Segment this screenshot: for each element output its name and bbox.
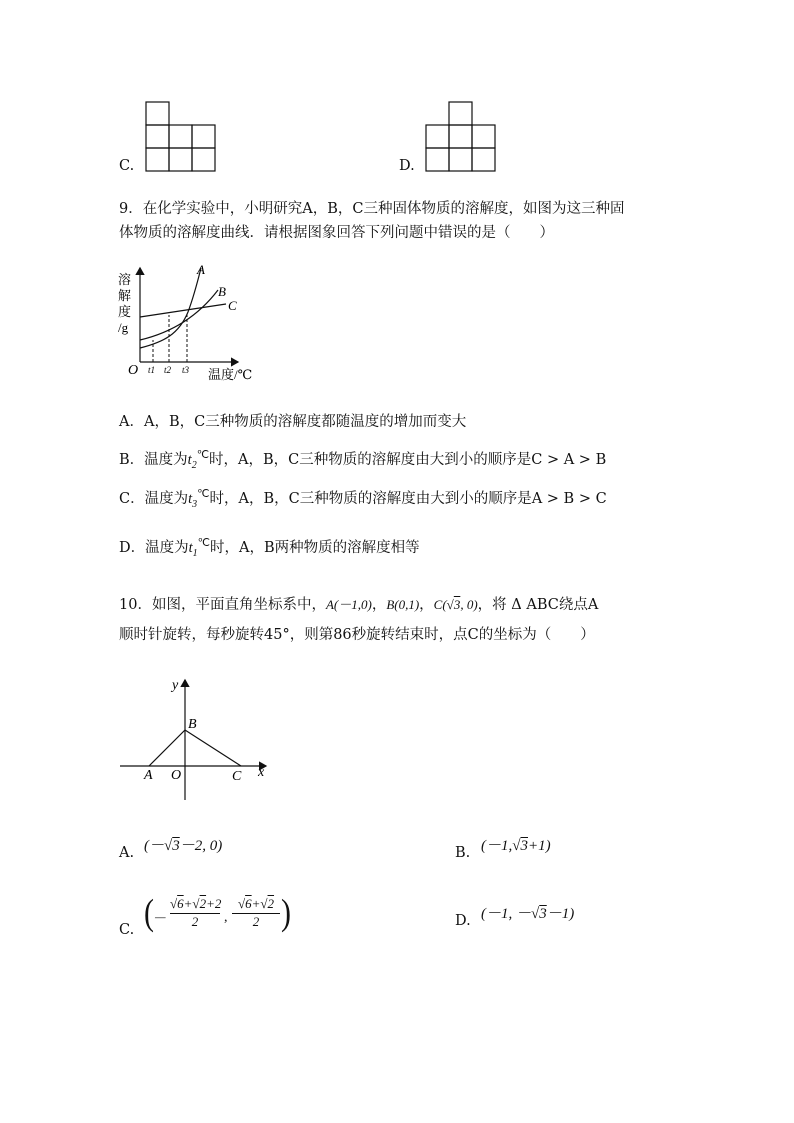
q9-t3: t3 [182, 365, 190, 375]
q8-option-d-label[interactable]: D. [399, 158, 415, 174]
q9-option-c-unit: ℃ [197, 488, 210, 501]
q9-option-b-t: t [187, 452, 192, 468]
q10-option-c[interactable] [119, 922, 134, 938]
q9-t2: t2 [164, 365, 172, 375]
q10-option-d-label: D. [455, 913, 471, 929]
q9-option-c-label: C． [119, 491, 145, 507]
q9-option-d-label: D． [119, 540, 146, 556]
q9-option-c-sub: 3 [192, 498, 198, 510]
q9-option-d-post: 时，A，B两种物质的溶解度相等 [210, 540, 420, 556]
q10-stem-line1: 10．如图，平面直角坐标系中，A(－1,0)，B(0,1)，C(√3, 0)，将 Δ ABC绕点A [119, 597, 599, 613]
q10-point-a: A(－1,0) [325, 597, 372, 612]
q9-curve-a [140, 268, 201, 348]
q10-label-b: B [188, 717, 197, 732]
q10-triangle [149, 730, 241, 766]
q9-stem-line2: 体物质的溶解度曲线．请根据图象回答下列问题中错误的是（ ） [119, 225, 554, 241]
q9-y-label-2: 解 [118, 288, 132, 303]
q9-origin: O [128, 363, 139, 378]
q10-option-b[interactable] [455, 845, 470, 861]
q10-label-x: x [258, 765, 265, 780]
q9-option-d-sub: 1 [192, 547, 198, 559]
q9-option-a[interactable]: A．A，B，C三种物质的溶解度都随温度的增加而变大 [119, 414, 467, 430]
q9-option-b-pre: 温度为 [144, 452, 188, 468]
q9-option-d-unit: ℃ [197, 537, 211, 550]
q10-label-a: A [144, 768, 153, 783]
q9-option-d-pre: 温度为 [145, 540, 189, 556]
q10-point-c: C(√3, 0) [433, 597, 478, 612]
q9-curve-c [140, 304, 226, 317]
q10-label-c: C [232, 769, 242, 784]
q10-option-b-value: (－1,√3+1) [481, 838, 551, 854]
q9-x-label: 温度/℃ [208, 367, 253, 382]
q9-y-label-1: 溶 [118, 272, 132, 287]
q9-option-b-post: 时，A，B，C三种物质的溶解度由大到小的顺序是C > A > B [209, 452, 607, 468]
q10-stem-line2: 顺时针旋转，每秒旋转45°，则第86秒旋转结束时，点C的坐标为（ ） [119, 627, 595, 643]
q9-y-label-4: /g [118, 320, 129, 335]
q10-label-o: O [171, 768, 182, 783]
q10-option-d[interactable] [455, 913, 471, 929]
q10-option-b-label: B. [455, 845, 471, 861]
q9-option-b-sub: 2 [191, 459, 197, 471]
q9-solubility-figure [114, 260, 274, 385]
q9-option-d-t: t [188, 540, 193, 556]
q10-option-a-value: (－√3－2, 0) [144, 838, 223, 854]
q10-option-c-label: C. [119, 922, 135, 938]
q10-point-b: B(0,1) [386, 597, 420, 612]
q9-t1: t1 [148, 365, 156, 375]
q9-option-c-t: t [188, 491, 193, 507]
q10-label-y: y [172, 678, 179, 693]
q9-stem-line1: 9．在化学实验中，小明研究A，B，C三种固体物质的溶解度，如图为这三种固 [119, 201, 625, 217]
q8-option-c-label[interactable]: C. [119, 158, 135, 174]
q9-label-c: C [228, 298, 237, 313]
q8-option-c-figure [144, 100, 216, 172]
q10-option-a-label: A. [119, 845, 135, 861]
q9-option-d[interactable] [119, 536, 420, 559]
q9-option-c-pre: 温度为 [144, 491, 189, 507]
q10-option-a[interactable] [119, 845, 134, 861]
q10-option-d-value: (－1, －√3－1) [481, 906, 575, 922]
q9-option-b-unit: ℃ [196, 449, 210, 462]
q9-option-c-post: 时，A，B，C三种物质的溶解度由大到小的顺序是A > B > C [209, 491, 607, 507]
q9-y-label-3: 度 [118, 304, 132, 319]
q10-coordinate-figure [116, 672, 276, 804]
q9-option-c[interactable] [119, 487, 607, 510]
q9-label-b: B [218, 284, 226, 299]
q9-label-a: A [197, 262, 205, 277]
q8-option-d-figure [424, 100, 496, 172]
q10-stem-pre: 10．如图，平面直角坐标系中， [119, 597, 326, 613]
q9-option-b-label: B． [119, 452, 145, 468]
q9-option-b[interactable] [119, 448, 606, 471]
q10-stem-post: ，将 Δ ABC绕点A [477, 597, 599, 613]
